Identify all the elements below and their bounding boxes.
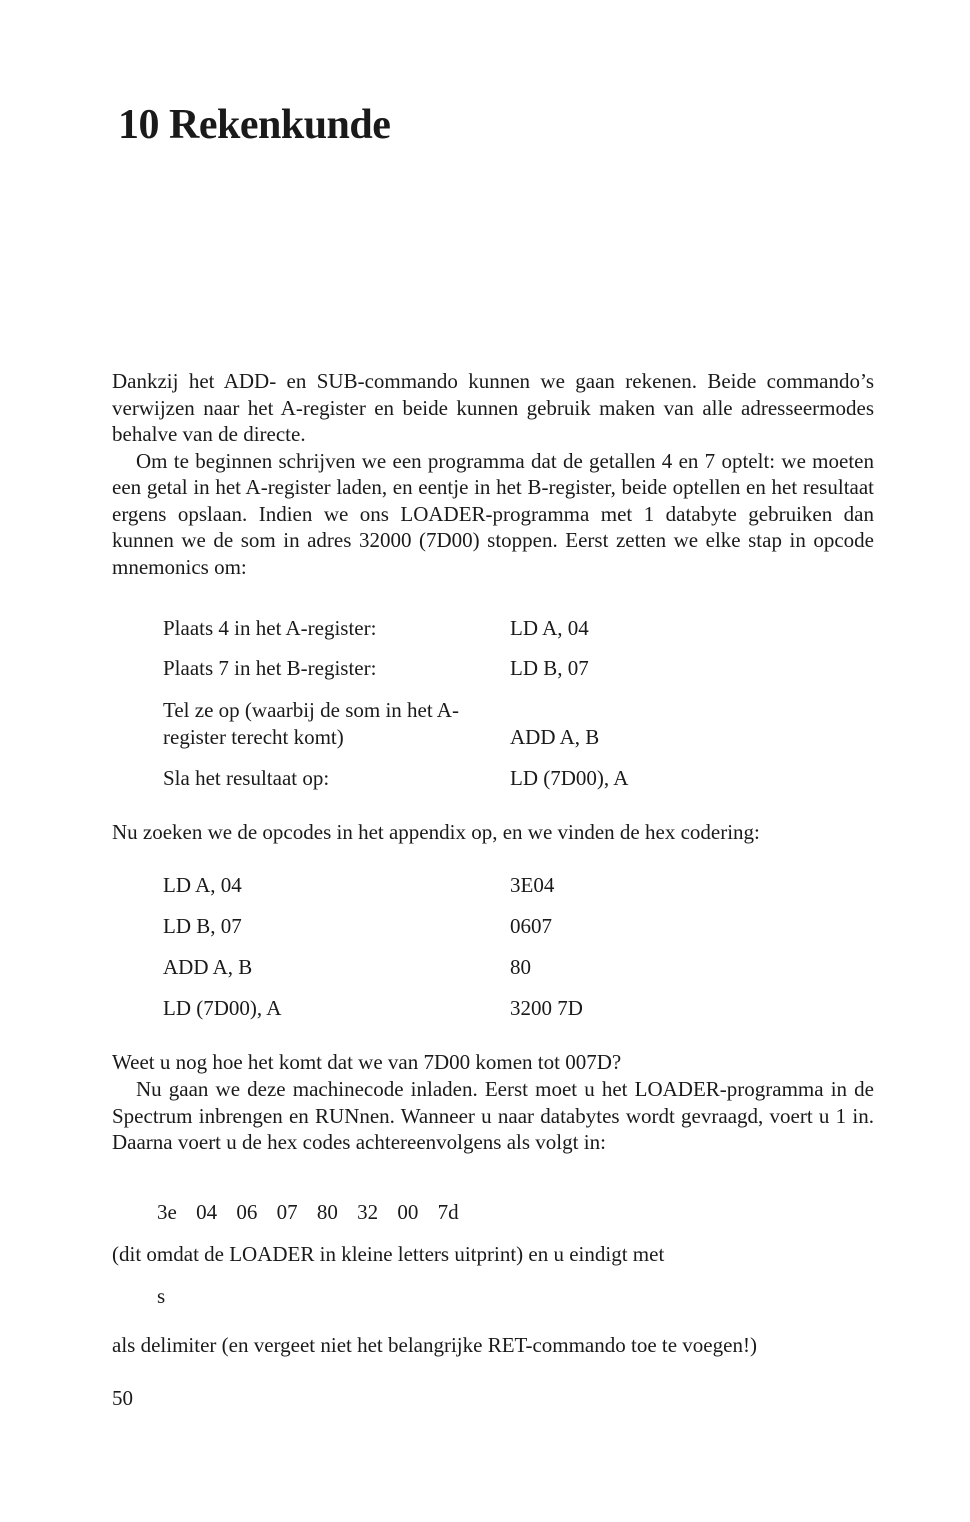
delimiter-char: s [157,1284,166,1308]
opcode-hex: 3200 7D [510,996,583,1020]
opcode-hex: 80 [510,955,531,979]
loader-paragraph: Nu gaan we deze machinecode inladen. Eerst moet u het LOADER-programma in de Spectrum inbrengen en RUNnen. Wanneer u naar databytes wordt gevraagd, voert u 1 in. Daarna voert u de hex codes achtereenvolgens als volgt in: [112,1077,874,1154]
opcode-mnemonic: LD (7D00), A [163,996,282,1020]
step-mnemonic: LD B, 07 [510,656,589,680]
step-mnemonic: LD A, 04 [510,616,589,640]
step-description: Plaats 7 in het B-register: [163,656,377,680]
opcode-intro: Nu zoeken we de opcodes in het appendix op, en we vinden de hex codering: [112,820,760,844]
chapter-title: 10 Rekenkunde [118,102,391,148]
opcode-hex: 0607 [510,914,552,938]
page-number: 50 [112,1386,133,1410]
question-text: Weet u nog hoe het komt dat we van 7D00 komen tot 007D? [112,1050,622,1074]
intro-text [112,368,874,580]
step-mnemonic: LD (7D00), A [510,766,629,790]
step-description: Plaats 4 in het A-register: [163,616,377,640]
hex-input-line: 3e 04 06 07 80 32 00 7d [157,1200,459,1224]
lowercase-note: (dit omdat de LOADER in kleine letters uitprint) en u eindigt met [112,1242,665,1266]
delimiter-note: als delimiter (en vergeet niet het belangrijke RET-commando toe te voegen!) [112,1333,757,1357]
loader-instructions [112,1076,874,1156]
step-mnemonic: ADD A, B [510,725,600,749]
opcode-mnemonic: LD B, 07 [163,914,242,938]
opcode-mnemonic: LD A, 04 [163,873,242,897]
opcode-mnemonic: ADD A, B [163,955,253,979]
intro-paragraph-1: Dankzij het ADD- en SUB-commando kunnen we gaan rekenen. Beide commando’s verwijzen naar het A-register en beide kunnen gebruik maken van alle adresseermodes behalve van de directe. [112,369,874,446]
opcode-hex: 3E04 [510,873,555,897]
step-description: Sla het resultaat op: [163,766,330,790]
intro-paragraph-2: Om te beginnen schrijven we een programma dat de getallen 4 en 7 optelt: we moeten een getal in het A-register laden, en eentje in het B-register, beide optellen en het resultaat ergens opslaan. Indien we ons LOADER-programma met 1 databyte gebruiken dan kunnen we de som in adres 32000 (7D00) stoppen. Eerst zetten we elke stap in opcode mnemonics om: [112,448,874,579]
step-description: Tel ze op (waarbij de som in het A-register terecht komt) [163,698,459,749]
